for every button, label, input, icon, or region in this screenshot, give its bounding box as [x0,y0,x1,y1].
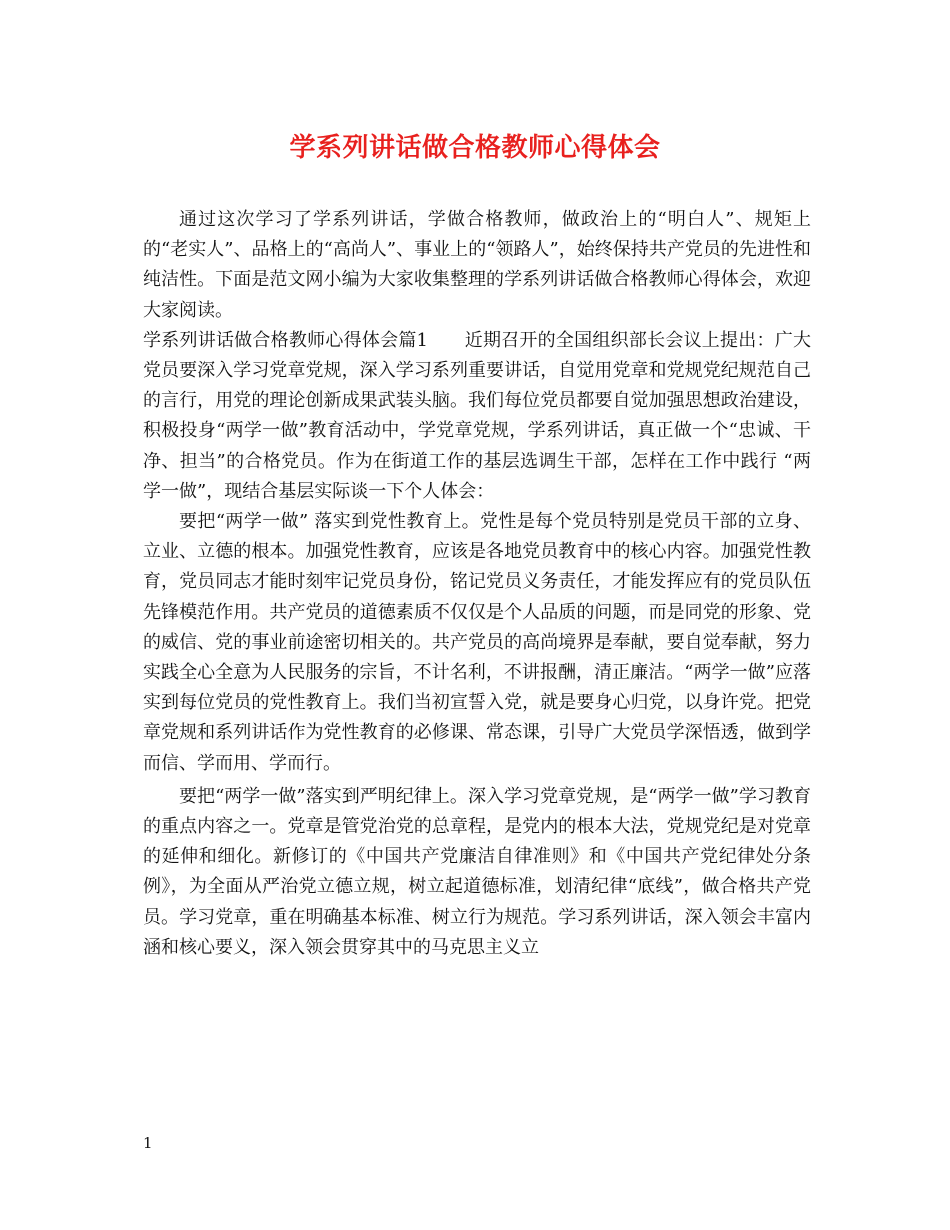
party-spirit-paragraph: 要把“两学一做” 落实到党性教育上。党性是每个党员特别是党员干部的立身、立业、立德的根本。加强党性教育，应该是各地党员教育中的核心内容。加强党性教育，党员同志才能时刻牢记党员身份，铭记党员义务责任，才能发挥应有的党员队伍先锋模范作用。共产党员的道德素质不仅仅是个人品质的问题，而是同党的形象、党的威信、党的事业前途密切相关的。共产党员的高尚境界是奉献，要自觉奉献，努力实践全心全意为人民服务的宗旨，不计名利，不讲报酬，清正廉洁。“两学一做”应落实到每位党员的党性教育上。我们当初宣誓入党，就是要身心归党，以身许党。把党章党规和系列讲话作为党性教育的必修课、常态课，引导广大党员学深悟透，做到学而信、学而用、学而行。 [143,511,811,774]
intro-paragraph: 通过这次学习了学系列讲话，学做合格教师，做政治上的“明白人”、规矩上的“老实人”、品格上的“高尚人”、事业上的“领路人”，始终保持共产党员的先进性和纯洁性。下面是范文网小编为大家收集整理的学系列讲话做合格教师心得体会，欢迎大家阅读。 [143,209,811,321]
discipline-paragraph: 要把“两学一做”落实到严明纪律上。深入学习党章党规，是“两学一做”学习教育的重点内容之一。党章是管党治党的总章程，是党内的根本大法，党规党纪是对党章的延伸和细化。新修订的《中国共产党廉洁自律准则》和《中国共产党纪律处分条例》，为全面从严治党立德立规，树立起道德标准，划清纪律“底线”，做合格共产党员。学习党章，重在明确基本标准、树立行为规范。学习系列讲话，深入领会丰富内涵和核心要义，深入领会贯穿其中的马克思主义立 [143,785,811,958]
document-title: 学系列讲话做合格教师心得体会 [289,133,661,163]
section-1-paragraph: 学系列讲话做合格教师心得体会篇1 近期召开的全国组织部长会议上提出：广大党员要深入学习党章党规，深入学习系列重要讲话，自觉用党章和党规党纪规范自己的言行，用党的理论创新成果武装头脑。我们每位党员都要自觉加强思想政治建设，积极投身“两学一做”教育活动中，学党章党规，学系列讲话，真正做一个“忠诚、干净、担当”的合格党员。作为在街道工作的基层选调生干部，怎样在工作中践行 “两学一做”，现结合基层实际谈一下个人体会： [143,329,811,502]
document-body [143,205,811,963]
page-number: 1 [143,1134,153,1152]
